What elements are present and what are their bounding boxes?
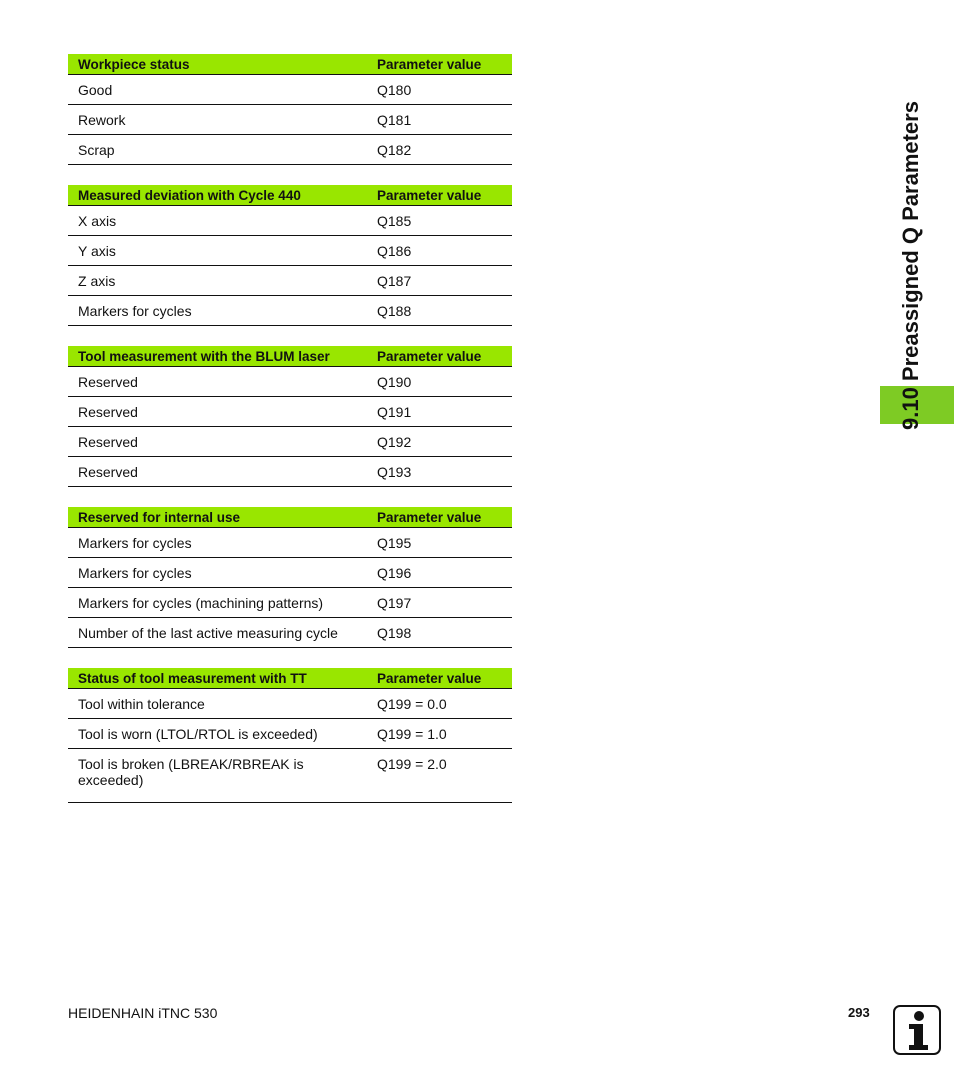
table-row [68, 236, 512, 266]
section-title-text: 9.10 Preassigned Q Parameters [898, 101, 923, 430]
table-cell: Reserved [68, 367, 367, 397]
table-row [68, 135, 512, 165]
table-cell: Q198 [367, 618, 512, 648]
table-cell: Q197 [367, 588, 512, 618]
table-row [68, 397, 512, 427]
table-cell: Q199 = 0.0 [367, 689, 512, 719]
table-cell: Z axis [68, 266, 367, 296]
table-row [68, 558, 512, 588]
table-cell: Markers for cycles [68, 528, 367, 558]
blum-laser-table [68, 346, 512, 487]
table-cell: Tool within tolerance [68, 689, 367, 719]
column-header: Parameter value [367, 185, 512, 206]
table-cell: Q196 [367, 558, 512, 588]
table-cell: Tool is broken (LBREAK/RBREAK is exceeded) [68, 749, 367, 803]
table-cell: Y axis [68, 236, 367, 266]
table-row [68, 618, 512, 648]
table-header-row [68, 54, 512, 75]
column-header: Reserved for internal use [68, 507, 367, 528]
table-row [68, 296, 512, 326]
table-cell: Tool is worn (LTOL/RTOL is exceeded) [68, 719, 367, 749]
column-header: Parameter value [367, 346, 512, 367]
table-cell: Q181 [367, 105, 512, 135]
table-row [68, 528, 512, 558]
table-row [68, 367, 512, 397]
table-cell: Q199 = 1.0 [367, 719, 512, 749]
column-header: Parameter value [367, 54, 512, 75]
table-cell: Q193 [367, 457, 512, 487]
table-header-row [68, 346, 512, 367]
table-row [68, 75, 512, 105]
table-cell: Q188 [367, 296, 512, 326]
table-cell: Q191 [367, 397, 512, 427]
table-cell: Markers for cycles (machining patterns) [68, 588, 367, 618]
table-cell: Q185 [367, 206, 512, 236]
table-row [68, 749, 512, 803]
table-cell: Good [68, 75, 367, 105]
table-cell: Scrap [68, 135, 367, 165]
table-row [68, 206, 512, 236]
column-header: Parameter value [367, 668, 512, 689]
workpiece-status-table [68, 54, 512, 165]
table-cell: Q195 [367, 528, 512, 558]
column-header: Tool measurement with the BLUM laser [68, 346, 367, 367]
table-cell: Q187 [367, 266, 512, 296]
table-cell: Reserved [68, 427, 367, 457]
footer-product: HEIDENHAIN iTNC 530 [68, 1005, 218, 1021]
table-cell: Q186 [367, 236, 512, 266]
table-cell: Q180 [367, 75, 512, 105]
measured-deviation-table [68, 185, 512, 326]
table-cell: Reserved [68, 457, 367, 487]
section-title [893, 101, 933, 431]
column-header: Measured deviation with Cycle 440 [68, 185, 367, 206]
table-row [68, 266, 512, 296]
table-cell: X axis [68, 206, 367, 236]
info-icon [893, 1005, 941, 1055]
table-cell: Markers for cycles [68, 558, 367, 588]
table-cell: Q182 [367, 135, 512, 165]
column-header: Workpiece status [68, 54, 367, 75]
table-cell: Q190 [367, 367, 512, 397]
table-row [68, 457, 512, 487]
table-header-row [68, 668, 512, 689]
table-cell: Q199 = 2.0 [367, 749, 512, 803]
table-row [68, 427, 512, 457]
table-row [68, 588, 512, 618]
table-header-row [68, 185, 512, 206]
table-cell: Reserved [68, 397, 367, 427]
table-cell: Q192 [367, 427, 512, 457]
tt-measurement-table [68, 668, 512, 803]
table-cell: Markers for cycles [68, 296, 367, 326]
page-number: 293 [848, 1005, 870, 1020]
table-row [68, 719, 512, 749]
column-header: Status of tool measurement with TT [68, 668, 367, 689]
table-row [68, 105, 512, 135]
table-header-row [68, 507, 512, 528]
table-cell: Rework [68, 105, 367, 135]
internal-use-table [68, 507, 512, 648]
info-icon-glyph [895, 1007, 939, 1053]
column-header: Parameter value [367, 507, 512, 528]
table-cell: Number of the last active measuring cycle [68, 618, 367, 648]
parameter-tables [68, 54, 512, 823]
table-row [68, 689, 512, 719]
